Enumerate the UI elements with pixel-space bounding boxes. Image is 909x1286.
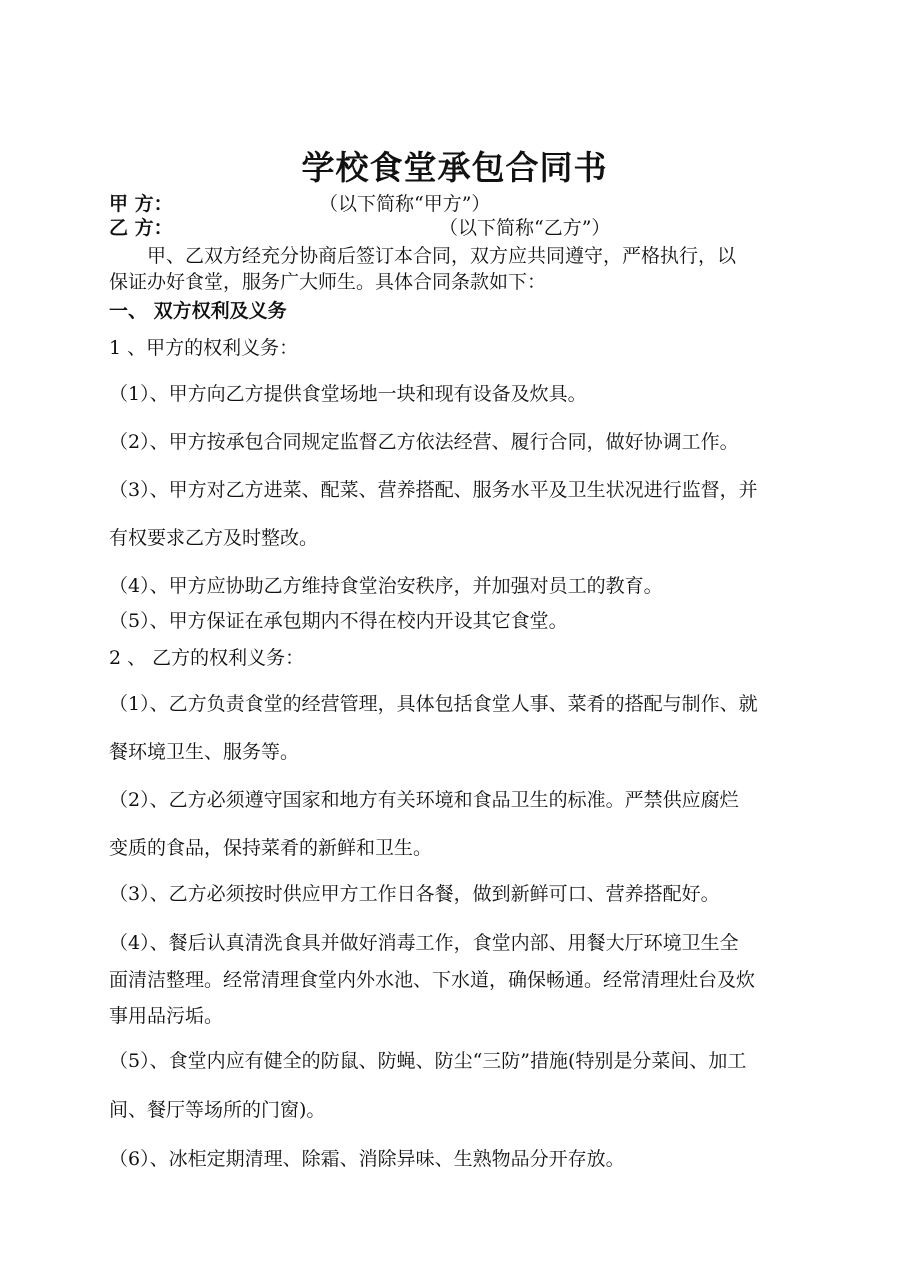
clause-b3: （3）、乙方必须按时供应甲方工作日各餐，做到新鲜可口、营养搭配好。 [109,883,720,905]
clause-a3-line-1: （3）、甲方对乙方进菜、配菜、营养搭配、服务水平及卫生状况进行监督，并 [109,479,758,501]
party-b-alias: （以下简称“乙方”） [439,217,611,239]
clause-b4-line-2: 面清洁整理。经常清理食堂内外水池、下水道，确保畅通。经常清理灶台及炊 [109,969,756,991]
clause-a1: （1）、甲方向乙方提供食堂场地一块和现有设备及炊具。 [109,383,587,405]
party-b-line [109,216,610,240]
clause-b4-line-3: 事用品污垢。 [109,1005,224,1027]
clause-b5-line-1: （5）、食堂内应有健全的防鼠、防蝇、防尘“三防”措施(特别是分菜间、加工 [109,1050,747,1072]
clause-b2-line-2: 变质的食品，保持菜肴的新鲜和卫生。 [109,837,433,859]
intro-line-1: 甲、乙双方经充分协商后签订本合同，双方应共同遵守，严格执行，以 [147,245,737,267]
clause-a5: （5）、甲方保证在承包期内不得在校内开设其它食堂。 [109,610,568,632]
clause-a3-line-2: 有权要求乙方及时整改。 [109,527,319,549]
party-a-alias: （以下简称“甲方”） [319,193,491,215]
clause-a2: （2）、甲方按承包合同规定监督乙方依法经营、履行合同，做好协调工作。 [109,431,739,453]
intro-line-2: 保证办好食堂，服务广大师生。具体合同条款如下： [109,271,547,293]
clause-a4: （4）、甲方应协助乙方维持食堂治安秩序，并加强对员工的教育。 [109,575,663,597]
clause-b5-line-2: 间、餐厅等场所的门窗)。 [109,1099,326,1121]
clause-b2-line-1: （2）、乙方必须遵守国家和地方有关环境和食品卫生的标准。严禁供应腐烂 [109,789,739,811]
section-heading-1: 一、 双方权利及义务 [109,300,287,322]
party-a-label: 甲 方： [109,193,173,215]
party-b-label: 乙 方： [109,217,173,239]
clause-b4-line-1: （4）、餐后认真清洗食具并做好消毒工作，食堂内部、用餐大厅环境卫生全 [109,932,739,954]
subheading-party-b: 2 、 乙方的权利义务： [109,647,305,669]
clause-b1-line-1: （1）、乙方负责食堂的经营管理，具体包括食堂人事、菜肴的搭配与制作、就 [109,693,758,715]
clause-b1-line-2: 餐环境卫生、服务等。 [109,741,300,763]
party-a-line [109,192,490,216]
clause-b6: （6）、冰柜定期清理、除霜、消除异味、生熟物品分开存放。 [109,1148,625,1170]
subheading-party-a: 1 、甲方的权利义务： [109,337,299,359]
document-title: 学校食堂承包合同书 [301,148,608,187]
